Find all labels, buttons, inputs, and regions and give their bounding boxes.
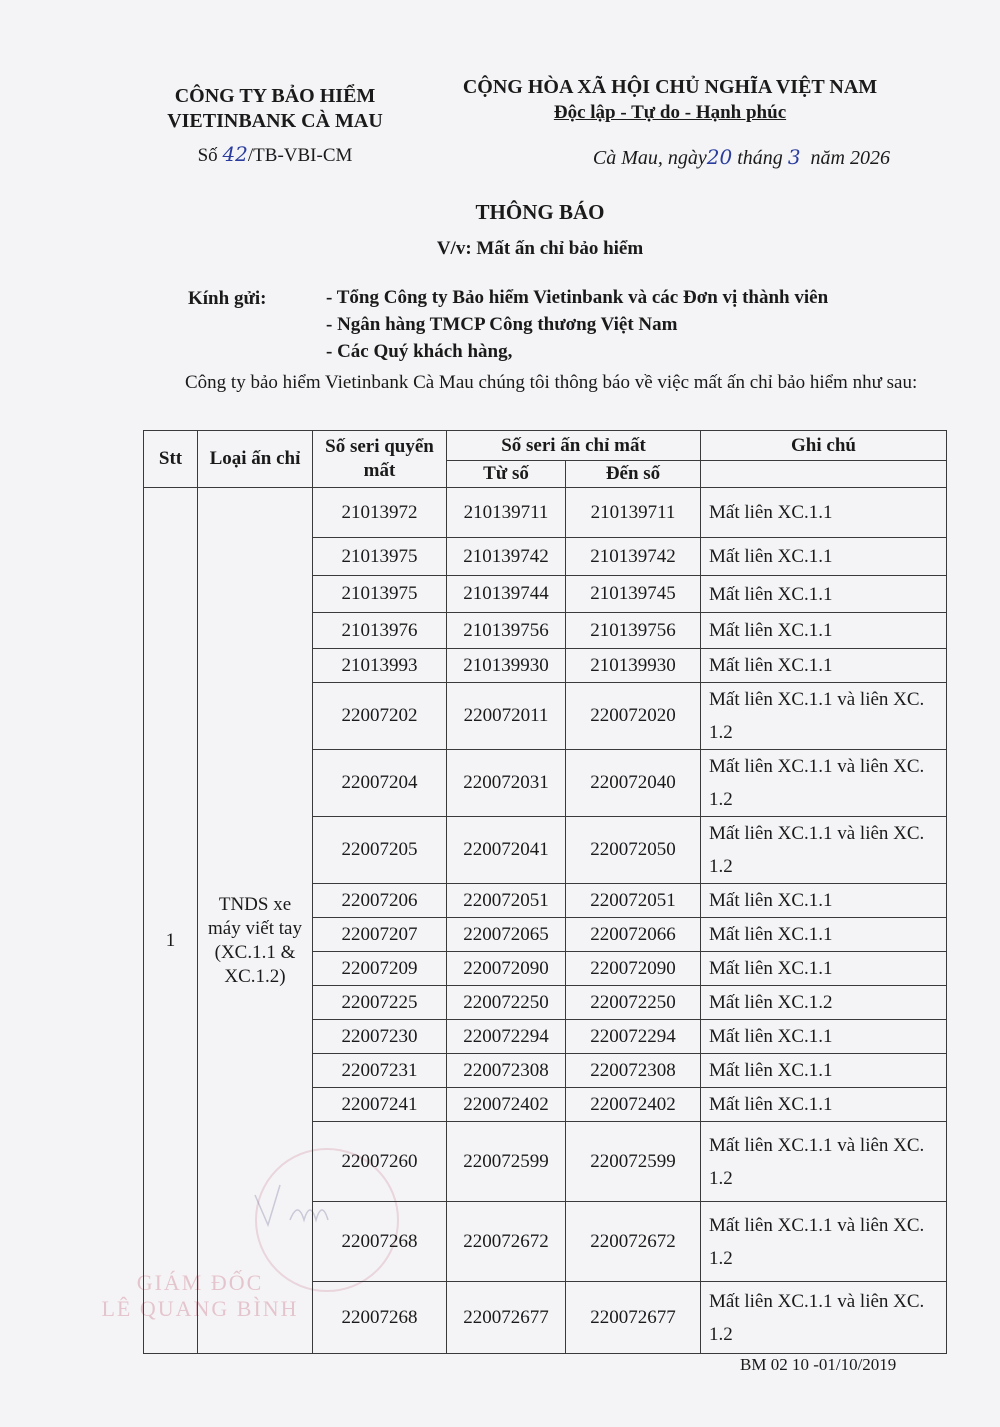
cell-to: 220072066 bbox=[566, 918, 701, 952]
cell-from: 210139744 bbox=[447, 576, 566, 613]
cell-book-serial: 22007241 bbox=[313, 1088, 447, 1122]
header-note: Ghi chú bbox=[701, 431, 947, 461]
cell-note: Mất liên XC.1.1 bbox=[701, 649, 947, 683]
cell-to: 220072250 bbox=[566, 986, 701, 1020]
cell-from: 220072672 bbox=[447, 1202, 566, 1282]
cell-to: 210139711 bbox=[566, 488, 701, 538]
cell-note: Mất liên XC.1.1 bbox=[701, 538, 947, 576]
recipients-label: Kính gửi: bbox=[188, 288, 267, 309]
cell-to: 220072402 bbox=[566, 1088, 701, 1122]
cell-book-serial: 22007230 bbox=[313, 1020, 447, 1054]
cell-note: Mất liên XC.1.1 bbox=[701, 488, 947, 538]
cell-to: 220072308 bbox=[566, 1054, 701, 1088]
cell-book-serial: 21013975 bbox=[313, 538, 447, 576]
date-suffix: năm 2026 bbox=[800, 147, 890, 169]
cell-from: 210139930 bbox=[447, 649, 566, 683]
cell-book-serial: 22007268 bbox=[313, 1202, 447, 1282]
cell-note: Mất liên XC.1.1 và liên XC. 1.2 bbox=[701, 1282, 947, 1354]
cell-book-serial: 22007204 bbox=[313, 750, 447, 817]
cell-from: 220072051 bbox=[447, 884, 566, 918]
cell-book-serial: 21013993 bbox=[313, 649, 447, 683]
cell-to: 220072599 bbox=[566, 1122, 701, 1202]
cell-book-serial: 21013972 bbox=[313, 488, 447, 538]
cell-book-serial: 22007202 bbox=[313, 683, 447, 750]
cell-book-serial: 22007260 bbox=[313, 1122, 447, 1202]
header-from: Từ số bbox=[447, 461, 566, 488]
cell-note: Mất liên XC.1.1 bbox=[701, 1088, 947, 1122]
cell-to: 220072051 bbox=[566, 884, 701, 918]
cell-note: Mất liên XC.1.1 bbox=[701, 918, 947, 952]
cell-book-serial: 22007206 bbox=[313, 884, 447, 918]
national-motto bbox=[420, 102, 920, 124]
signatory-name: LÊ QUANG BÌNH bbox=[101, 1296, 299, 1321]
header-stt: Stt bbox=[144, 431, 198, 488]
cell-to: 220072294 bbox=[566, 1020, 701, 1054]
table-row bbox=[144, 488, 947, 538]
cell-book-serial: 22007225 bbox=[313, 986, 447, 1020]
cell-stt: 1 bbox=[144, 488, 198, 1354]
cell-document-type: TNDS xe máy viết tay (XC.1.1 & XC.1.2) bbox=[198, 488, 313, 1354]
date-mid: tháng bbox=[732, 147, 788, 169]
notice-title: THÔNG BÁO bbox=[475, 200, 605, 224]
header-book-serial: Số seri quyển mất bbox=[313, 431, 447, 488]
recipients-list bbox=[326, 284, 828, 365]
cell-from: 220072031 bbox=[447, 750, 566, 817]
cell-to: 210139742 bbox=[566, 538, 701, 576]
cell-note: Mất liên XC.1.1 và liên XC. 1.2 bbox=[701, 683, 947, 750]
header-note-empty bbox=[701, 461, 947, 488]
cell-to: 220072020 bbox=[566, 683, 701, 750]
national-title: CỘNG HÒA XÃ HỘI CHỦ NGHĨA VIỆT NAM bbox=[462, 76, 878, 98]
notice-subject: V/v: Mất ấn chỉ bảo hiểm bbox=[436, 238, 644, 259]
header-lost-serial: Số seri ấn chỉ mất bbox=[447, 431, 701, 461]
cell-book-serial: 22007231 bbox=[313, 1054, 447, 1088]
table-body bbox=[144, 488, 947, 1354]
cell-to: 210139930 bbox=[566, 649, 701, 683]
cell-book-serial: 22007205 bbox=[313, 817, 447, 884]
cell-note: Mất liên XC.1.1 và liên XC. 1.2 bbox=[701, 750, 947, 817]
cell-from: 210139756 bbox=[447, 613, 566, 649]
cell-note: Mất liên XC.1.1 bbox=[701, 613, 947, 649]
lost-documents-table bbox=[143, 430, 947, 1354]
cell-to: 220072040 bbox=[566, 750, 701, 817]
cell-note: Mất liên XC.1.1 bbox=[701, 576, 947, 613]
cell-book-serial: 21013975 bbox=[313, 576, 447, 613]
date-prefix: Cà Mau, ngày bbox=[592, 147, 707, 169]
cell-to: 220072090 bbox=[566, 952, 701, 986]
cell-note: Mất liên XC.1.1 bbox=[701, 1020, 947, 1054]
document-date bbox=[420, 145, 890, 170]
cell-from: 210139711 bbox=[447, 488, 566, 538]
document-number-prefix: Số bbox=[197, 145, 223, 166]
cell-note: Mất liên XC.1.1 bbox=[701, 884, 947, 918]
date-day-handwritten: 20 bbox=[706, 145, 733, 169]
company-name-line2: VIETINBANK CÀ MAU bbox=[167, 110, 383, 132]
national-motto-text: Độc lập - Tự do - Hạnh phúc bbox=[553, 102, 787, 123]
company-name bbox=[130, 84, 420, 134]
recipient-item: - Các Quý khách hàng, bbox=[326, 341, 513, 362]
cell-from: 220072090 bbox=[447, 952, 566, 986]
cell-from: 220072677 bbox=[447, 1282, 566, 1354]
cell-from: 220072065 bbox=[447, 918, 566, 952]
recipient-item: - Tổng Công ty Bảo hiểm Vietinbank và các Đơn vị thành viên bbox=[326, 287, 829, 308]
cell-book-serial: 22007209 bbox=[313, 952, 447, 986]
header-document-type: Loại ấn chỉ bbox=[198, 431, 313, 488]
intro-paragraph: Công ty bảo hiểm Vietinbank Cà Mau chúng tôi thông báo về việc mất ấn chỉ bảo hiểm như sau: bbox=[185, 372, 918, 393]
cell-to: 220072672 bbox=[566, 1202, 701, 1282]
cell-from: 220072250 bbox=[447, 986, 566, 1020]
document-number-suffix: /TB-VBI-CM bbox=[247, 145, 353, 166]
company-name-line1: CÔNG TY BẢO HIỂM bbox=[174, 85, 376, 107]
cell-note: Mất liên XC.1.1 và liên XC. 1.2 bbox=[701, 1122, 947, 1202]
cell-note: Mất liên XC.1.1 và liên XC. 1.2 bbox=[701, 1202, 947, 1282]
date-month-handwritten: 3 bbox=[787, 145, 801, 169]
cell-to: 220072677 bbox=[566, 1282, 701, 1354]
cell-from: 210139742 bbox=[447, 538, 566, 576]
cell-book-serial: 22007207 bbox=[313, 918, 447, 952]
cell-note: Mất liên XC.1.1 bbox=[701, 952, 947, 986]
cell-from: 220072599 bbox=[447, 1122, 566, 1202]
cell-from: 220072294 bbox=[447, 1020, 566, 1054]
cell-to: 210139756 bbox=[566, 613, 701, 649]
header-to: Đến số bbox=[566, 461, 701, 488]
cell-from: 220072011 bbox=[447, 683, 566, 750]
cell-from: 220072308 bbox=[447, 1054, 566, 1088]
document-number bbox=[130, 142, 420, 167]
signatory-title: GIÁM ĐỐC bbox=[136, 1270, 264, 1295]
cell-to: 210139745 bbox=[566, 576, 701, 613]
cell-note: Mất liên XC.1.1 và liên XC. 1.2 bbox=[701, 817, 947, 884]
cell-book-serial: 21013976 bbox=[313, 613, 447, 649]
cell-note: Mất liên XC.1.1 bbox=[701, 1054, 947, 1088]
cell-book-serial: 22007268 bbox=[313, 1282, 447, 1354]
cell-to: 220072050 bbox=[566, 817, 701, 884]
document-number-handwritten: 42 bbox=[222, 142, 248, 166]
cell-from: 220072041 bbox=[447, 817, 566, 884]
cell-note: Mất liên XC.1.2 bbox=[701, 986, 947, 1020]
recipient-item: - Ngân hàng TMCP Công thương Việt Nam bbox=[326, 314, 678, 335]
form-code: BM 02 10 -01/10/2019 bbox=[740, 1355, 897, 1374]
cell-from: 220072402 bbox=[447, 1088, 566, 1122]
